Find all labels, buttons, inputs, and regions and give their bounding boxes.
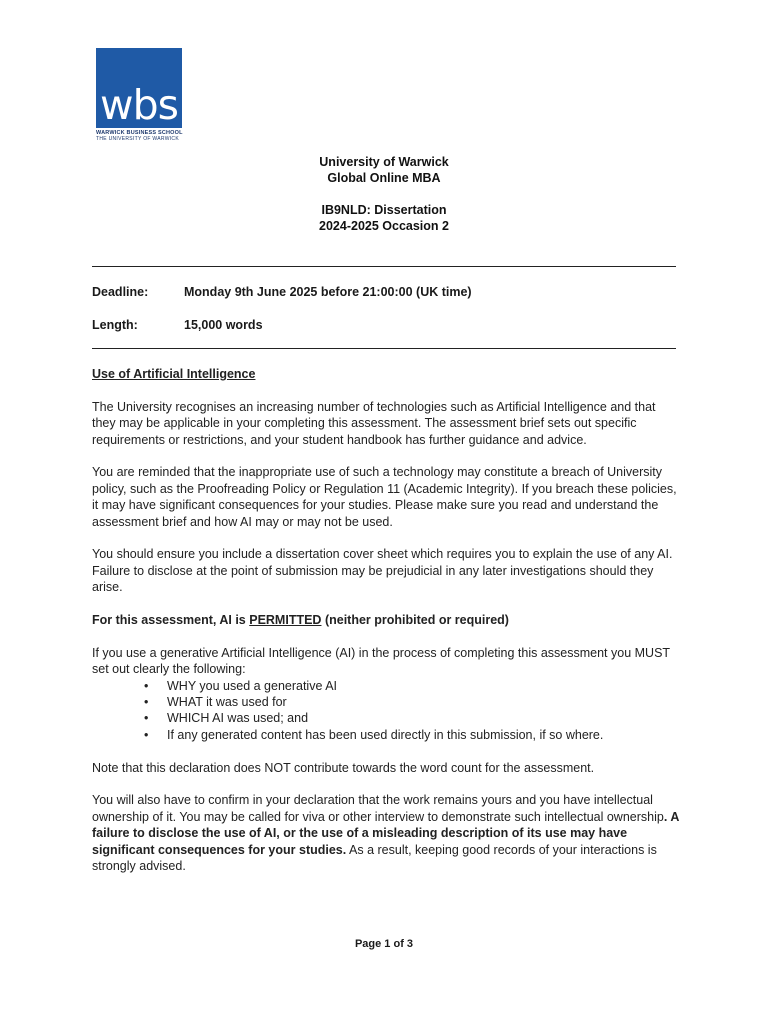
section-heading: Use of Artificial Intelligence [92, 367, 256, 381]
declaration-advice: As a result, keeping good records of your interactions is strongly advised. [92, 842, 657, 874]
permitted-statement [92, 612, 682, 628]
length-value: 15,000 words [184, 318, 263, 332]
logo-university-name: THE UNIVERSITY OF WARWICK [96, 136, 179, 142]
module-code: IB9NLD: Dissertation [321, 203, 447, 217]
page-number: Page 1 of 3 [354, 938, 414, 950]
list-item: • WHAT it was used for [167, 694, 682, 710]
permitted-prefix: For this assessment, AI is [92, 613, 250, 628]
deadline-value: Monday 9th June 2025 before 21:00:00 (UK time) [184, 285, 472, 299]
paragraph-policy-reminder: You are reminded that the inappropriate use of such a technology may constitute a breach of University policy, such as the Proofreading Policy or Regulation 11 (Academic Integrity). If you breach these policies, it may have significant consequences for your studies. Please make sure you read and understand the assessment brief and how AI may or may not be used. [92, 465, 677, 529]
declaration-warning: . A failure to disclose the use of AI, or the use of a misleading description of its use may have significant consequences for your studies. [92, 809, 679, 857]
permitted-suffix: (neither prohibited or required) [321, 613, 509, 628]
programme-name: Global Online MBA [327, 171, 441, 185]
paragraph-must-set-out: If you use a generative Artificial Intelligence (AI) in the process of completing this assessment you MUST set out clearly the following: [92, 645, 670, 677]
permitted-word: PERMITTED [249, 613, 322, 628]
deadline-label: Deadline: [92, 285, 149, 299]
logo-school-name: WARWICK BUSINESS SCHOOL [96, 130, 183, 136]
logo-mark [96, 48, 182, 128]
wbs-logo [96, 48, 182, 144]
logo-text: wbs [100, 81, 178, 129]
university-name: University of Warwick [319, 155, 449, 169]
paragraph-recognition: The University recognises an increasing number of technologies such as Artificial Intelligence and that they may be applicable in your completing this assessment. The assessment brief sets out specific requirements or restrictions, and your student handbook has further guidance and advice. [92, 399, 656, 447]
list-item: • WHICH AI was used; and [167, 710, 682, 726]
bottom-divider [92, 348, 676, 349]
requirements-list [92, 678, 682, 744]
document-header [0, 154, 768, 234]
top-divider [92, 266, 676, 267]
list-item: • If any generated content has been used directly in this submission, if so where. [167, 727, 682, 743]
length-label: Length: [92, 318, 138, 332]
paragraph-word-count-note: Note that this declaration does NOT contribute towards the word count for the assessment. [92, 760, 595, 775]
assessment-occasion: 2024-2025 Occasion 2 [319, 219, 449, 233]
list-item: • WHY you used a generative AI [167, 678, 682, 694]
paragraph-cover-sheet: You should ensure you include a dissertation cover sheet which requires you to explain the use of any AI. Failure to disclose at the point of submission may be prejudicial in any later investigations should they arise. [92, 547, 673, 595]
declaration-text: You will also have to confirm in your declaration that the work remains yours and you have intellectual ownership of it. You may be called for viva or other interview to demonstrate such intellectual ownership [92, 793, 664, 824]
ai-section [92, 366, 682, 891]
paragraph-declaration [92, 792, 682, 874]
